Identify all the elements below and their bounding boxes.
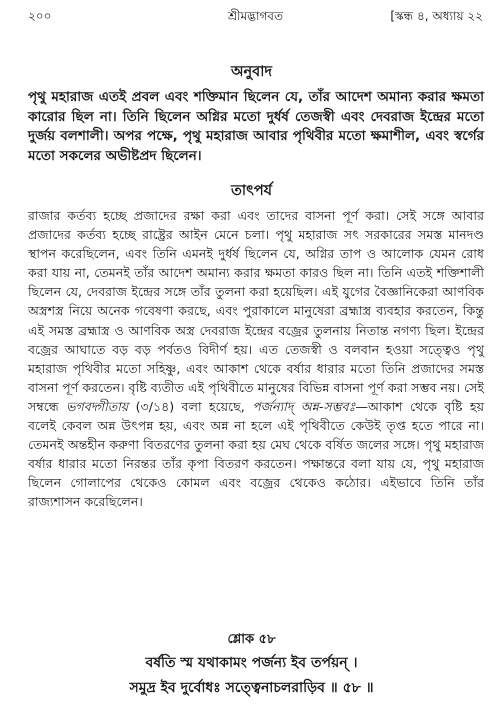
translation-text: পৃথু মহারাজ এতই প্রবল এবং শক্তিমান ছিলেন যে, তাঁর আদেশ অমান্য করার ক্ষমতা কারোর ছিল না। তিনি ছিলেন অগ্নির মতো দুর্ধর্ষ তেজস্বী এবং দেবরাজ ইন্দ্রের মতো দুর্জয় বলশালী। অপর পক্ষে, পৃথু মহারাজ আবার পৃথিবীর মতো ক্ষমাশীল, এবং স্বর্গের মতো সকলের অভীষ্টপ্রদ ছিলেন। bbox=[28, 89, 484, 164]
page-number: ২০০ bbox=[28, 9, 52, 23]
page-header bbox=[28, 6, 483, 26]
chapter-reference: [স্কন্ধ ৪, অধ্যায় ২২ bbox=[390, 9, 483, 23]
sanskrit-quote: পর্জন্যাদ্ অন্ন-সম্ভবঃ bbox=[252, 398, 356, 414]
book-title: শ্রীমদ্ভাগবত bbox=[227, 9, 283, 23]
verse-line-2: সমুদ্র ইব দুর্বোধঃ সত্ত্বেনাচলরাড়িব ॥ ৫৮ ॥ bbox=[129, 680, 374, 696]
purport-text-mid: (৩/১৪) বলা হয়েছে, bbox=[128, 398, 253, 414]
purport-text bbox=[28, 206, 484, 512]
verse-line-1: বর্ষতি স্ম যথাকামং পর্জন্য ইব তর্পয়ন্ । bbox=[145, 655, 358, 671]
verse-title: শ্লোক ৫৮ bbox=[227, 632, 276, 647]
purport-heading: তাৎপর্য bbox=[230, 183, 273, 199]
purport-text-after-quote: —আকাশ থেকে বৃষ্টি হয় বলেই কেবল অন্ন উৎপন্ন হয়, এবং অন্ন না হলে এই পৃথিবীতে কেউই তৃপ্ত হতে পারে না। তেমনই অন্তহীন করুণা বিতরণের তুলনা করা হয় মেঘ থেকে বর্ষিত জলের সঙ্গে। পৃথু মহারাজ বর্ষার ধারার মতো নিরন্তর তাঁর কৃপা বিতরণ করতেন। পক্ষান্তরে বলা যায় যে, পৃথু মহারাজ ছিলেন গোলাপের থেকেও কোমল এবং বজ্রের থেকেও কঠোর। এইভাবে তিনি তাঁর রাজ্যশাসন করেছিলেন। bbox=[28, 398, 485, 510]
purport-text-before-quote: রাজার কর্তব্য হচ্ছে প্রজাদের রক্ষা করা এবং তাদের বাসনা পূর্ণ করা। সেই সঙ্গে আবার প্রজাদের কর্তব্য হচ্ছে রাষ্ট্রের আইন মেনে চলা। পৃথু মহারাজ সৎ সরকারের সমস্ত মানদণ্ড স্থাপন করেছিলেন, এবং তিনি এমনই দুর্ধর্ষ ছিলেন যে, অগ্নির তাপ ও আলোক যেমন রোধ করা যায় না, তেমনই তাঁর আদেশ অমান্য করার ক্ষমতা কারও ছিল না। তিনি এতই শক্তিশালী ছিলেন যে, দেবরাজ ইন্দ্রের সঙ্গে তাঁর তুলনা করা হয়েছিল। এই যুগের বৈজ্ঞানিকেরা আণবিক অস্ত্রশস্ত্র নিয়ে অনেক গবেষণা করছে, এবং পুরাকালে মানুষেরা ব্রহ্মাস্ত্র ব্যবহার করতেন, কিন্তু এই সমস্ত ব্রহ্মাস্ত্র ও আণবিক অস্ত্র দেবরাজ ইন্দ্রের বজ্রের তুলনায় নিতান্ত নগণ্য ছিল। ইন্দ্রের বজ্রের আঘাতে বড় বড় পর্বতও বিদীর্ণ হয়। এত তেজস্বী ও বলবান হওয়া সত্ত্বেও পৃথু মহারাজ পৃথিবীর মতো সহিষ্ণু, এবং আকাশ থেকে বর্ষার ধারার মতো তিনি প্রজাদের সমস্ত বাসনা পূর্ণ করতেন। বৃষ্টি ব্যতীত এই পৃথিবীতে মানুষের বিভিন্ন বাসনা পূর্ণ করা সম্ভব নয়। সেই সম্বন্ধে bbox=[28, 208, 484, 414]
translation-heading: অনুবাদ bbox=[230, 64, 273, 80]
gita-reference: ভগবদ্গীতায় bbox=[66, 398, 129, 414]
